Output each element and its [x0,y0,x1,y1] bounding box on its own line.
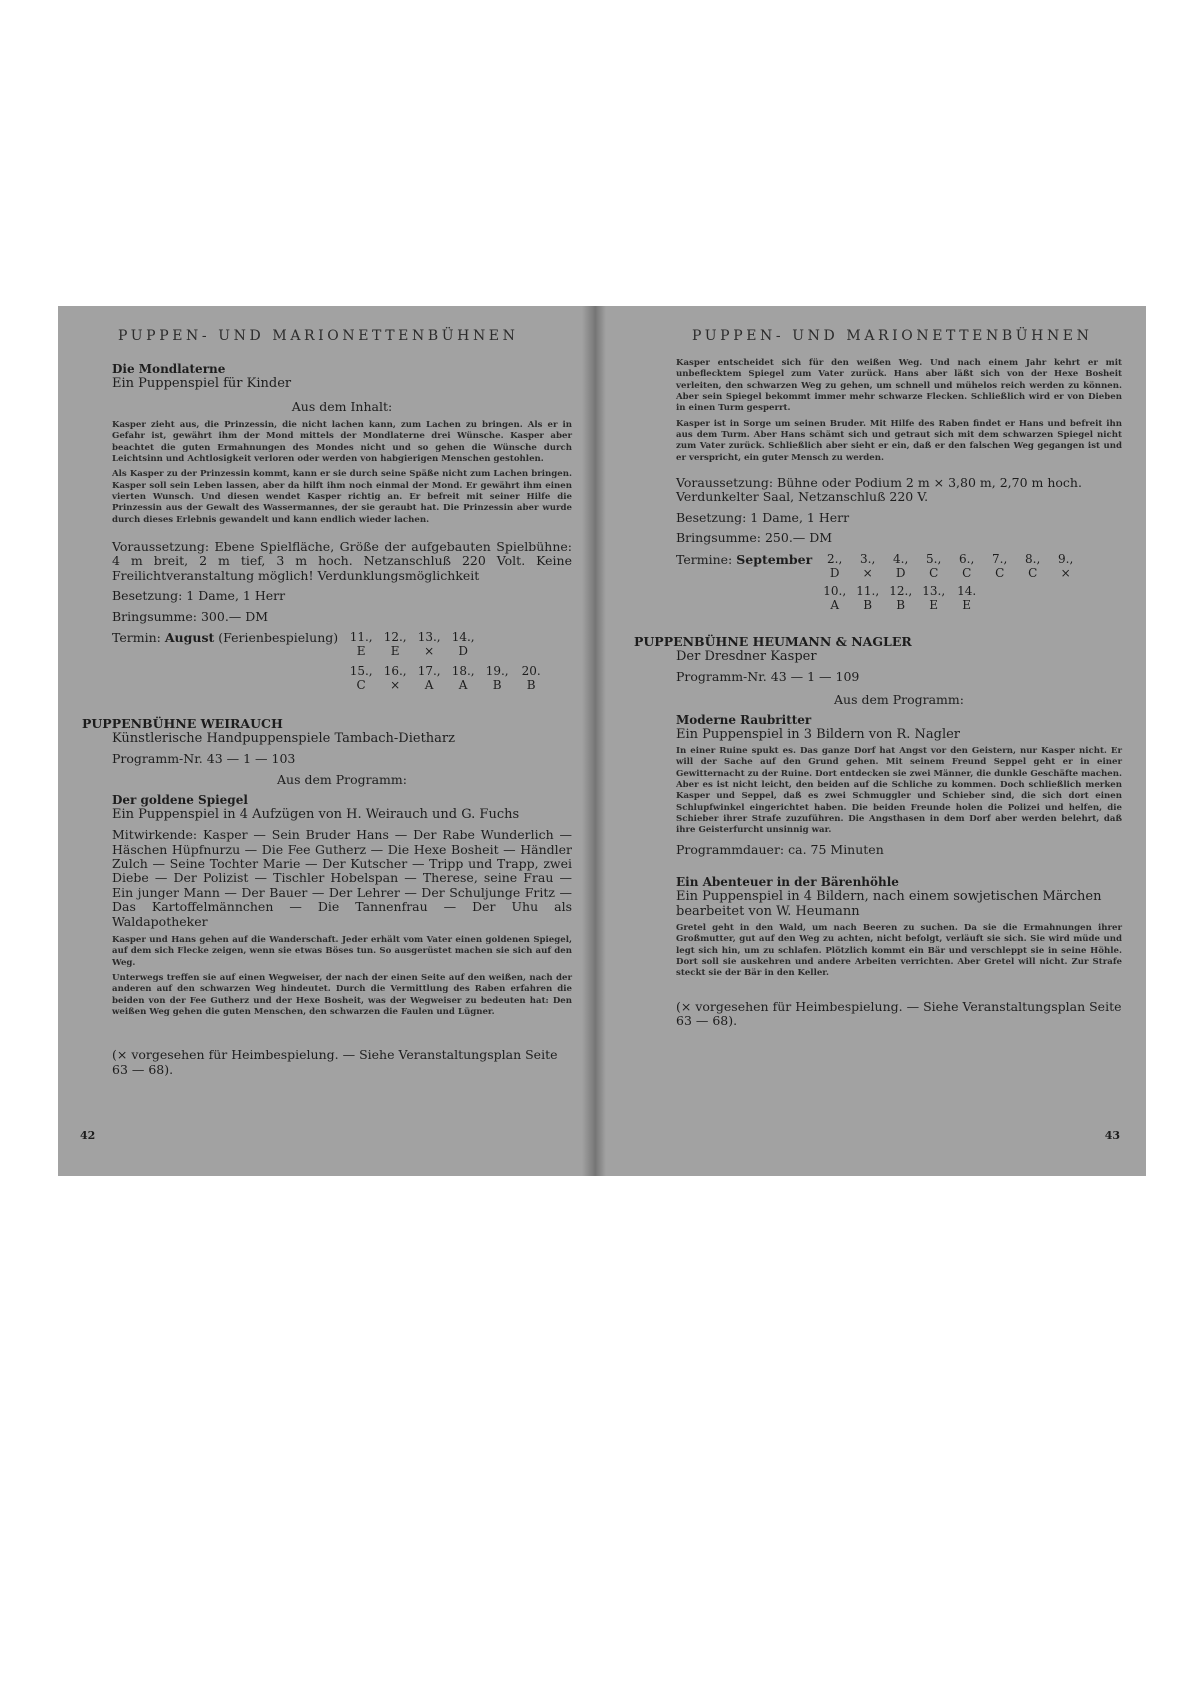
venue-code: E [356,643,366,658]
footnote: (× vorgesehen für Heimbespielung. — Siehe Veranstaltungsplan Seite 63 — 68). [676,998,1122,1029]
page-number: 42 [80,1129,96,1142]
left-page-content [82,362,572,1090]
date: 3., [860,551,876,566]
date: 6., [959,551,975,566]
synopsis-paragraph: Kasper zieht aus, die Prinzessin, die nicht lachen kann, zum Lachen zu bringen. Als er in Gefahr ist, gewährt ihm der Mond mittels der Mondlaterne drei Wünsche. Kasper aber beachtet die guten Ermahnungen des Mondes nicht und so gehen die Wünsche durch Leichtsinn und Achtlosigkeit verloren oder werden von habgierigen Menschen gestohlen. [112,420,572,465]
company-name: PUPPENBÜHNE WEIRAUCH [82,715,283,731]
date: 9., [1058,551,1074,566]
cast: Besetzung: 1 Dame, 1 Herr [676,509,850,525]
synopsis-paragraph: Kasper entscheidet sich für den weißen Weg. Und nach einem Jahr kehrt er mit unbeflecktem Spiegel zum Vater zurück. Hans aber läßt sich von der Hexe Bosheit verleiten, den schwarzen Weg zu gehen, um schnell und mühelos reich werden zu können. Aber sein Spiegel bekommt immer mehr schwarze Flecken. Schließlich wird er von Dieben in einen Turm gesperrt. [676,358,1122,414]
date: 18., [451,663,475,678]
section-heading: Aus dem Inhalt: [291,399,393,414]
venue-code: D [829,565,840,580]
venue-code: C [356,677,366,692]
program-number: Programm-Nr. 43 — 1 — 103 [112,750,296,766]
book-spread [58,306,1146,1176]
venue-code: × [862,565,873,580]
date-grid-row1 [818,552,1082,580]
synopsis-paragraph: In einer Ruine spukt es. Das ganze Dorf hat Angst vor den Geistern, nur Kasper nicht. Er will der Sache auf den Grund gehen. Mit seinem Freund Seppel geht er in einer Gewitternacht zu der Ruine. Dort entdecken sie zwei Männer, die dunkle Geschäfte machen. Aber es ist nicht leicht, den beiden auf die Schliche zu kommen. Doch schließlich merken Kasper und Seppel, daß es zwei Schmuggler und Schieber sind, die sich dort einen Schlupfwinkel eingerichtet haben. Die beiden Freunde holen die Polizei und helfen, die Schieber ihrer Strafe zuzuführen. Die Angsthasen in dem Dorf aber werden belehrt, daß ihre Geisterfurcht unsinnig war. [676,745,1122,836]
date: 19., [485,663,509,678]
section-heading: Aus dem Programm: [834,691,964,707]
venue-code: A [830,597,840,612]
venue-code: E [962,597,972,612]
left-page [58,306,588,1176]
venue-code: A [458,677,468,692]
show-moderne-raubritter [676,713,1122,857]
show-subtitle: Ein Puppenspiel für Kinder [112,376,292,391]
date: 13., [922,583,946,598]
cast: Besetzung: 1 Dame, 1 Herr [112,588,286,604]
company-name: PUPPENBÜHNE HEUMANN & NAGLER [634,633,912,649]
date: 14. [957,583,977,598]
date: 13., [417,629,441,644]
show-subtitle: Ein Puppenspiel in 4 Aufzügen von H. Weirauch und G. Fuchs [112,807,520,823]
venue-code: B [896,597,906,612]
venue-code: D [895,565,906,580]
page-number: 43 [1104,1129,1120,1142]
requirements: Voraussetzung: Bühne oder Podium 2 m × 3,80 m, 2,70 m hoch. Verdunkelter Saal, Netzanschluß 220 V. [676,475,1082,505]
date: 10., [823,583,847,598]
date: 11., [856,583,880,598]
date: 14., [451,629,475,644]
show-title: Moderne Raubritter [676,712,812,727]
company-weirauch [82,716,572,1077]
date: 8., [1025,551,1041,566]
right-page [604,306,1146,1176]
venue-code: B [526,677,536,692]
date-grid-row2 [818,584,1082,612]
show-title: Die Mondlaterne [112,362,226,376]
company-description: Der Dresdner Kasper [676,648,817,664]
show-title: Der goldene Spiegel [112,793,248,808]
date: 12., [383,629,407,644]
date: 4., [893,551,909,566]
venue-code: E [929,597,939,612]
date: 5., [926,551,942,566]
venue-code: B [492,677,502,692]
venue-code: E [390,643,400,658]
synopsis-paragraph: Kasper ist in Sorge um seinen Bruder. Mit Hilfe des Raben findet er Hans und befreit ihn aus dem Turm. Aber Hans schämt sich und getraut sich mit dem schwarzen Spiegel nicht zum Vater zurück. Schließlich aber sieht er ein, daß er den falschen Weg gegangen ist und er verspricht, ein guter Mensch zu werden. [676,418,1122,463]
venue-code: A [424,677,434,692]
synopsis-paragraph: Gretel geht in den Wald, um nach Beeren zu suchen. Da sie die Ermahnungen ihrer Großmutter, gut auf den Weg zu achten, nicht befolgt, verläuft sie sich. Sie wird müde und legt sich hin, um zu schlafen. Plötzlich kommt ein Bär und verschleppt sie in seine Höhle. Dort soll sie auskehren und andere Arbeiten verrichten. Aber Gretel will nicht. Zur Strafe steckt sie der Bär in den Keller. [676,923,1122,979]
fee: Bringsumme: 300.— DM [112,608,269,624]
company-description: Künstlerische Handpuppenspiele Tambach-Dietharz [112,730,455,746]
venue-code: D [458,643,468,658]
show-title: Ein Abenteuer in der Bärenhöhle [676,875,899,890]
running-head: PUPPEN- UND MARIONETTENBÜHNEN [692,328,1093,344]
venue-code: C [929,565,939,580]
date: 20. [521,663,541,678]
synopsis-paragraph: Als Kasper zu der Prinzessin kommt, kann er sie durch seine Späße nicht zum Lachen bringen. Kasper soll sein Leben lassen, aber da hilft ihm noch einmal der Mond. Er gewährt ihm einen vierten Wunsch. Und diesen wendet Kasper richtig an. Er befreit mit seiner Hilfe die Prinzessin aus der Gewalt des Wassermannes, der sie geraubt hat. Die Prinzessin aber wurde durch dieses Erlebnis gewandelt und kann endlich wieder lachen. [112,469,572,525]
date: 17., [417,663,441,678]
venue-code: × [1060,565,1071,580]
show-abenteuer-baerenhoehle [676,875,1122,980]
date: 16., [383,663,407,678]
running-head: PUPPEN- UND MARIONETTENBÜHNEN [118,328,519,344]
date: 15., [349,663,373,678]
venue-code: × [424,643,435,658]
footnote: (× vorgesehen für Heimbespielung. — Siehe Veranstaltungsplan Seite 63 — 68). [112,1047,558,1077]
date: 11., [349,629,373,644]
show-continuation [676,358,1122,612]
schedule-label: Termin: August (Ferienbespielung) [112,629,339,645]
section-heading: Aus dem Programm: [277,772,407,788]
synopsis-paragraph: Unterwegs treffen sie auf einen Wegweiser, der nach der einen Seite auf den weißen, nach der anderen auf den schwarzen Weg hindeutet. Durch die Vermittlung des Raben erfahren die beiden von der Fee Gutherz und der Hexe Bosheit, was der Wegweiser zu bedeuten hat: Den weißen Weg gehen die guten Menschen, den schwarzen die Faulen und Lügner. [112,973,572,1018]
show-mondlaterne [112,362,572,692]
cast-list: Mitwirkende: Kasper — Sein Bruder Hans — Der Rabe Wunderlich — Häschen Hüpfnurzu — Die Fee Gutherz — Die Hexe Bosheit — Händler Zulch — Seine Tochter Marie — Der Kutscher — Tripp und Trapp, zwei Diebe — Der Polizist — Tischler Hobelspan — Therese, seine Frau — Ein junger Mann — Der Bauer — Der Lehrer — Der Schuljunge Fritz — Das Kartoffelmännchen — Die Tannenfrau — Der Uhu als Waldapotheker [112,827,572,929]
date-grid-row1 [344,630,548,658]
program-duration: Programmdauer: ca. 75 Minuten [676,841,884,857]
requirements: Voraussetzung: Ebene Spielfläche, Größe der aufgebauten Spielbühne: 4 m breit, 2 m tief, 3 m hoch. Netzanschluß 220 Volt. Keine Freilichtveranstaltung möglich! Verdunklungsmöglichkeit [112,539,572,583]
venue-code: × [390,677,401,692]
venue-code: B [863,597,873,612]
schedule [676,552,1122,612]
venue-code: C [1028,565,1038,580]
date: 7., [992,551,1008,566]
date-grid-row2 [344,664,548,692]
date: 2., [827,551,843,566]
right-page-content [634,358,1122,1041]
schedule [112,630,572,692]
date: 12., [889,583,913,598]
fee: Bringsumme: 250.— DM [676,530,833,546]
company-heumann-nagler [634,634,1122,1029]
synopsis-paragraph: Kasper und Hans gehen auf die Wanderschaft. Jeder erhält vom Vater einen goldenen Spiegel, auf dem sich Flecke zeigen, wenn sie etwas Böses tun. So ausgerüstet machen sie sich auf den Weg. [112,934,572,968]
venue-code: C [995,565,1005,580]
show-subtitle: Ein Puppenspiel in 4 Bildern, nach einem sowjetischen Märchen bearbeitet von W. Heumann [676,889,1102,920]
show-subtitle: Ein Puppenspiel in 3 Bildern von R. Nagler [676,726,961,742]
program-number: Programm-Nr. 43 — 1 — 109 [676,668,860,684]
venue-code: C [962,565,972,580]
schedule-label: Termine: September [676,551,813,567]
